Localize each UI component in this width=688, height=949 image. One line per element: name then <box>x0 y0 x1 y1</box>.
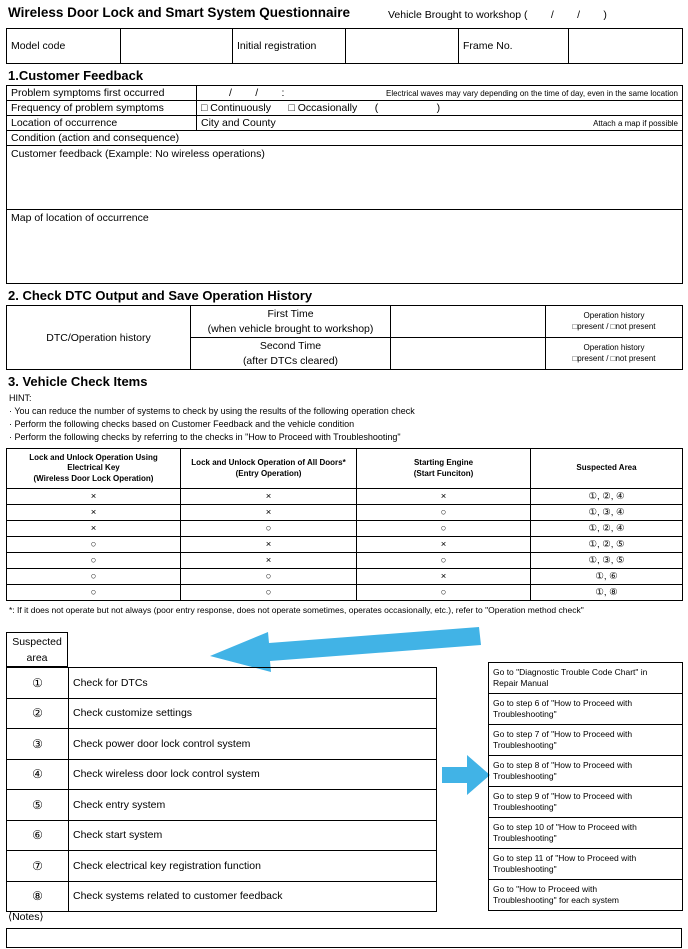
goto-text-2: Go to step 6 of "How to Proceed with Troubleshooting" <box>493 697 633 719</box>
check-4-entry: × <box>181 553 357 569</box>
check-4-wireless: ○ <box>7 553 181 569</box>
condition-row <box>7 131 683 146</box>
symptoms-note: Electrical waves may vary depending on the time of day, even in the same location <box>385 88 678 98</box>
frequency-checkboxes[interactable]: □ Continuously □ Occasionally ( ) <box>201 102 441 114</box>
vehicle-info-row <box>7 29 683 64</box>
check-0-suspected: ①, ②, ④ <box>531 489 683 505</box>
op-history-first-cell[interactable] <box>546 306 683 338</box>
check-2-suspected: ①, ②, ④ <box>531 521 683 537</box>
condition-label: Condition (action and consequence) <box>7 131 683 146</box>
suspected-num-1: ① <box>7 668 69 699</box>
suspected-label-8: Check systems related to customer feedback <box>69 881 437 912</box>
suspected-row <box>7 698 437 729</box>
goto-row <box>489 880 683 911</box>
goto-text-4: Go to step 8 of "How to Proceed with Troubleshooting" <box>493 759 633 781</box>
check-5-entry: ○ <box>181 569 357 585</box>
goto-cell-8 <box>489 880 683 911</box>
check-header-wireless <box>7 449 181 489</box>
check-row <box>7 585 683 601</box>
goto-row <box>489 725 683 756</box>
check-6-start: ○ <box>357 585 531 601</box>
check-2-entry: ○ <box>181 521 357 537</box>
goto-row <box>489 818 683 849</box>
goto-text-1: Go to "Diagnostic Trouble Code Chart" in Repair Manual <box>493 666 648 688</box>
goto-cell-4 <box>489 756 683 787</box>
initial-registration-label: Initial registration <box>233 29 346 64</box>
check-row <box>7 569 683 585</box>
first-time-cell <box>191 306 391 338</box>
customer-feedback-row <box>7 146 683 210</box>
check-0-start: × <box>357 489 531 505</box>
check-row <box>7 553 683 569</box>
initial-registration-value-cell[interactable] <box>346 29 459 64</box>
suspected-label-7: Check electrical key registration function <box>69 851 437 882</box>
goto-cell-2 <box>489 694 683 725</box>
suspected-label-4: Check wireless door lock control system <box>69 759 437 790</box>
goto-text-6: Go to step 10 of "How to Proceed with Troubleshooting" <box>493 821 637 843</box>
suspected-header-line1: Suspected <box>12 636 62 648</box>
check-header-suspected: Suspected Area <box>531 449 683 489</box>
goto-cell-5 <box>489 787 683 818</box>
location-note: Attach a map if possible <box>593 118 678 128</box>
check-3-start: × <box>357 537 531 553</box>
goto-row <box>489 663 683 694</box>
location-label: Location of occurrence <box>7 116 197 131</box>
goto-table <box>488 662 683 911</box>
goto-text-5: Go to step 9 of "How to Proceed with Troubleshooting" <box>493 790 633 812</box>
goto-cell-1 <box>489 663 683 694</box>
check-5-suspected: ①, ⑥ <box>531 569 683 585</box>
suspected-items-table <box>6 667 437 912</box>
footnote: *: If it does not operate but not always (poor entry response, does not operate sometimes, operates occasionally, etc.), refer to "Operation method check" <box>9 605 584 615</box>
suspected-label-2: Check customize settings <box>69 698 437 729</box>
check-4-start: ○ <box>357 553 531 569</box>
goto-row <box>489 849 683 880</box>
goto-cell-3 <box>489 725 683 756</box>
frame-no-value-cell[interactable] <box>569 29 683 64</box>
second-time-line1: Second Time <box>259 340 322 353</box>
operation-check-table <box>6 448 683 601</box>
notes-box[interactable] <box>6 928 682 948</box>
suspected-label-1: Check for DTCs <box>69 668 437 699</box>
vehicle-info-table <box>6 28 683 64</box>
entry-header-line1: Lock and Unlock Operation of All Doors* <box>191 458 346 468</box>
suspected-num-5: ⑤ <box>7 790 69 821</box>
goto-row <box>489 694 683 725</box>
wireless-header-line1: Lock and Unlock Operation Using <box>29 452 158 462</box>
goto-row <box>489 787 683 818</box>
check-1-suspected: ①, ③, ④ <box>531 505 683 521</box>
model-code-label: Model code <box>7 29 121 64</box>
entry-header-line2: (Entry Operation) <box>235 468 302 478</box>
location-row <box>7 116 683 131</box>
suspected-num-3: ③ <box>7 729 69 760</box>
start-header-line2: (Start Funciton) <box>413 468 474 478</box>
suspected-row <box>7 851 437 882</box>
header <box>6 4 682 28</box>
section1-heading: 1.Customer Feedback <box>8 68 144 83</box>
check-1-start: ○ <box>357 505 531 521</box>
suspected-row <box>7 729 437 760</box>
suspected-num-4: ④ <box>7 759 69 790</box>
hint-item-3: · Perform the following checks by referring to the checks in "How to Proceed with Troubleshooting" <box>9 432 401 442</box>
check-6-entry: ○ <box>181 585 357 601</box>
dtc-second-result-cell[interactable] <box>391 338 546 370</box>
first-time-line1: First Time <box>267 308 314 321</box>
goto-text-3: Go to step 7 of "How to Proceed with Troubleshooting" <box>493 728 633 750</box>
frequency-value-cell[interactable] <box>197 101 683 116</box>
suspected-num-7: ⑦ <box>7 851 69 882</box>
suspected-row <box>7 881 437 912</box>
check-1-entry: × <box>181 505 357 521</box>
frequency-label: Frequency of problem symptoms <box>7 101 197 116</box>
map-row <box>7 210 683 284</box>
suspected-label-3: Check power door lock control system <box>69 729 437 760</box>
check-3-wireless: ○ <box>7 537 181 553</box>
goto-cell-6 <box>489 818 683 849</box>
goto-text-7: Go to step 11 of "How to Proceed with Troubleshooting" <box>493 852 637 874</box>
check-1-wireless: × <box>7 505 181 521</box>
customer-feedback-label: Customer feedback (Example: No wireless operations) <box>11 148 265 160</box>
section3-heading: 3. Vehicle Check Items <box>8 374 148 389</box>
hint-label: HINT: <box>9 393 32 403</box>
check-4-suspected: ①, ③, ⑤ <box>531 553 683 569</box>
suspected-area-header <box>6 632 68 667</box>
check-3-entry: × <box>181 537 357 553</box>
check-5-start: × <box>357 569 531 585</box>
check-row <box>7 537 683 553</box>
dtc-table <box>6 305 683 370</box>
check-2-start: ○ <box>357 521 531 537</box>
op-history-second-cell[interactable] <box>546 338 683 370</box>
check-row <box>7 505 683 521</box>
goto-text-8: Go to "How to Proceed with Troubleshooting" for each system <box>493 883 620 905</box>
hint-item-1: · You can reduce the number of systems to check by using the results of the following operation check <box>9 406 415 416</box>
suspected-num-8: ⑧ <box>7 881 69 912</box>
start-header-line1: Starting Engine <box>413 458 474 468</box>
check-table-header-row <box>7 449 683 489</box>
check-3-suspected: ①, ②, ⑤ <box>531 537 683 553</box>
location-value-cell[interactable] <box>197 116 683 131</box>
second-time-cell <box>191 338 391 370</box>
dtc-history-label: DTC/Operation history <box>7 306 191 370</box>
check-header-entry <box>181 449 357 489</box>
check-5-wireless: ○ <box>7 569 181 585</box>
goto-cell-7 <box>489 849 683 880</box>
dtc-first-result-cell[interactable] <box>391 306 546 338</box>
workshop-date-label: Vehicle Brought to workshop ( / / ) <box>388 9 607 21</box>
suspected-row <box>7 820 437 851</box>
suspected-header-line2: area <box>26 652 48 664</box>
op-history-second-checkboxes[interactable]: □present / □not present <box>572 353 656 363</box>
model-code-value-cell[interactable] <box>121 29 233 64</box>
hint-block <box>9 392 682 444</box>
goto-row <box>489 756 683 787</box>
symptoms-row <box>7 86 683 101</box>
frequency-row <box>7 101 683 116</box>
map-box[interactable] <box>7 210 683 284</box>
check-0-wireless: × <box>7 489 181 505</box>
check-2-wireless: × <box>7 521 181 537</box>
dtc-first-row <box>7 306 683 338</box>
map-label: Map of location of occurrence <box>11 212 149 224</box>
check-0-entry: × <box>181 489 357 505</box>
check-header-start <box>357 449 531 489</box>
page-title: Wireless Door Lock and Smart System Questionnaire <box>8 5 350 20</box>
check-6-suspected: ①, ⑧ <box>531 585 683 601</box>
op-history-first-checkboxes[interactable]: □present / □not present <box>572 321 656 331</box>
suspected-area-section <box>6 617 682 949</box>
check-row <box>7 489 683 505</box>
suspected-num-2: ② <box>7 698 69 729</box>
symptoms-label: Problem symptoms first occurred <box>7 86 197 101</box>
customer-feedback-box[interactable] <box>7 146 683 210</box>
op-history-second-line1: Operation history <box>583 343 645 353</box>
right-arrow-icon <box>440 753 492 797</box>
wireless-header-line3: (Wireless Door Lock Operation) <box>33 473 154 483</box>
second-time-line2: (after DTCs cleared) <box>242 354 339 367</box>
check-row <box>7 521 683 537</box>
symptoms-value-cell[interactable] <box>197 86 683 101</box>
customer-feedback-table <box>6 85 683 284</box>
notes-label: ⟨Notes⟩ <box>8 911 44 923</box>
check-6-wireless: ○ <box>7 585 181 601</box>
suspected-num-6: ⑥ <box>7 820 69 851</box>
wireless-header-line2: Electrical Key <box>67 463 120 473</box>
hint-item-2: · Perform the following checks based on Customer Feedback and the vehicle condition <box>9 419 355 429</box>
suspected-row <box>7 759 437 790</box>
first-time-line2: (when vehicle brought to workshop) <box>207 322 374 335</box>
suspected-label-6: Check start system <box>69 820 437 851</box>
suspected-row <box>7 668 437 699</box>
frame-no-label: Frame No. <box>459 29 569 64</box>
op-history-first-line1: Operation history <box>583 311 645 321</box>
suspected-label-5: Check entry system <box>69 790 437 821</box>
symptoms-date-value[interactable]: / / : <box>229 87 285 99</box>
location-value[interactable]: City and County <box>201 117 276 129</box>
suspected-row <box>7 790 437 821</box>
section2-heading: 2. Check DTC Output and Save Operation History <box>8 288 313 303</box>
